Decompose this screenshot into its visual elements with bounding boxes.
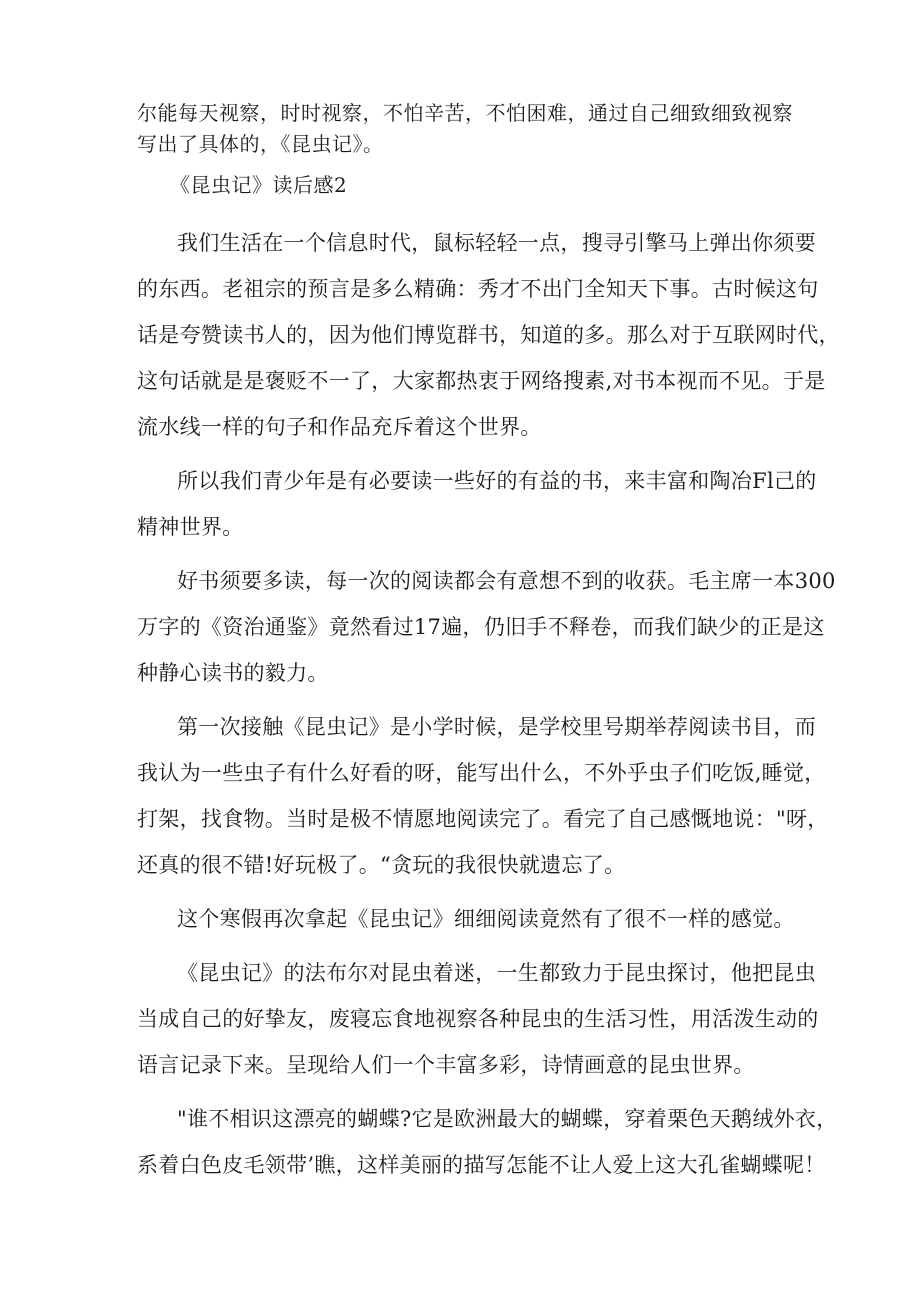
text-line: 话是夸赞读书人的，因为他们博览群书，知道的多。那么对于互联网时代， — [137, 323, 840, 347]
text-line: 语言记录下来。呈现给人们一个丰富多彩，诗情画意的昆虫世界。 — [137, 1053, 755, 1077]
paragraph — [137, 1096, 837, 1188]
text-line: 的东西。老祖宗的预言是多么精确：秀才不出门全知天下事。古时候这句 — [137, 277, 819, 301]
article-body — [137, 220, 840, 1196]
text-line: 这句话就是是褒贬不一了，大家都热衷于网络搜素,对书本视而不见。于是 — [137, 369, 826, 393]
paragraph — [137, 950, 837, 1088]
text-line: 流水线一样的句子和作品充斥着这个世界。 — [137, 415, 542, 439]
text-line: 《昆虫记》的法布尔对昆虫着迷，一生都致力于昆虫探讨，他把昆虫 — [177, 961, 816, 985]
text-line: 这个寒假再次拿起《昆虫记》细细阅读竟然有了很不一样的感觉。 — [177, 907, 795, 931]
text-line: 打架，找食物。当时是极不情愿地阅读完了。看完了自己感慨地说："呀， — [137, 807, 829, 831]
text-line: 当成自己的好挚友，废寝忘食地视察各种昆虫的生活习性，用活泼生动的 — [137, 1007, 819, 1031]
text-line: 所以我们青少年是有必要读一些好的有益的书，来丰富和陶冶Fl己的 — [177, 469, 817, 493]
text-line: 精神世界。 — [137, 515, 244, 539]
text-line: 写出了具体的，《昆虫记》。 — [137, 132, 384, 156]
intro-paragraph — [137, 98, 817, 160]
section-title: 《昆虫记》读后感2 — [170, 173, 348, 197]
text-line: 我认为一些虫子有什么好看的呀，能写出什么，不外乎虫子们吃饭,睡觉， — [137, 761, 826, 785]
text-line: 我们生活在一个信息时代，鼠标轻轻一点，搜寻引擎马上弹出你须要 — [177, 231, 816, 255]
text-line: 好书须要多读，每一次的阅读都会有意想不到的收获。毛主席一本300 — [177, 569, 836, 593]
paragraph — [137, 896, 837, 942]
text-line: 还真的很不错!好玩极了。“贪玩的我很快就遗忘了。 — [137, 853, 626, 877]
text-line: 系着白色皮毛领带’瞧，这样美丽的描写怎能不让人爱上这大孔雀蝴蝶呢！ — [137, 1153, 826, 1177]
paragraph — [137, 558, 837, 696]
text-line: 万字的《资治通鉴》竟然看过17遍，仍旧手不释卷，而我们缺少的正是这 — [137, 615, 825, 639]
paragraph — [137, 458, 837, 550]
paragraph — [137, 704, 837, 888]
text-line: 种静心读书的毅力。 — [137, 661, 329, 685]
paragraph — [137, 220, 840, 450]
text-line: 第一次接触《昆虫记》是小学时候，是学校里号期举荐阅读书目，而 — [177, 715, 816, 739]
text-line: "谁不相识这漂亮的蝴蝶?它是欧洲最大的蝴蝶，穿着栗色天鹅绒外衣， — [177, 1107, 838, 1131]
text-line: 尔能每天视察，时时视察，不怕辛苦，不怕困难，通过自己细致细致视察 — [137, 101, 793, 125]
